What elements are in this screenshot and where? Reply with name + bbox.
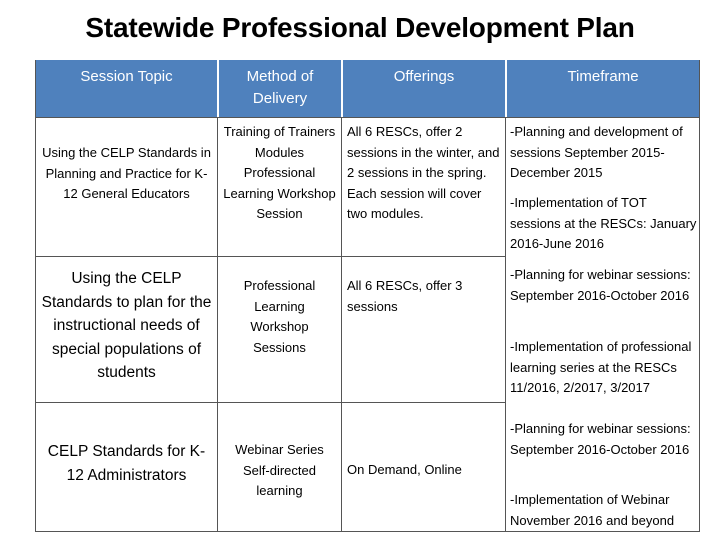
row-timeframe-text: -Implementation of TOT sessions at the RESCs: January 2016-June 2016 [510, 195, 697, 251]
row-timeframe-text: -Planning for webinar sessions: September 2016-October 2016 [510, 267, 691, 303]
header-timeframe-label: Timeframe [567, 68, 639, 85]
table-row-1-method [218, 122, 341, 225]
row-method-text: Professional Learning Workshop Sessions [243, 278, 316, 355]
row-offerings-text: All 6 RESCs, offer 2 sessions in the winter, and 2 sessions in the spring. Each session will cover two modules. [347, 124, 500, 221]
row-divider [35, 117, 700, 118]
row-timeframe-text: -Implementation of professional learning series at the RESCs 11/2016, 2/2017, 3/2017 [510, 339, 692, 395]
row-topic-text: CELP Standards for K-12 Administrators [47, 443, 206, 484]
table-row-2-method [218, 276, 341, 358]
table-row-3-timeframe-implementation [510, 490, 698, 531]
row-method-text: Training of Trainers Modules Professional Learning Workshop Session [223, 124, 336, 221]
row-offerings-text: On Demand, Online [347, 462, 462, 477]
table-row-2-timeframe-planning [510, 265, 698, 306]
table-row-1-offerings [347, 122, 505, 225]
table-row-3-offerings [347, 460, 505, 481]
row-method-text: Webinar Series Self-directed learning [235, 442, 324, 498]
row-timeframe-text: -Implementation of Webinar November 2016 and beyond [510, 492, 675, 528]
header-method-label: Method of Delivery [246, 68, 314, 107]
row-topic-text: Using the CELP Standards in Planning and Practice for K-12 General Educators [42, 145, 211, 201]
header-offerings [343, 60, 505, 117]
table-row-1-topic [36, 143, 217, 205]
table-row-2-timeframe-implementation [510, 337, 698, 399]
table-border-bottom [35, 531, 700, 532]
table-border-right [699, 60, 700, 531]
table-row-3-timeframe-planning [510, 419, 698, 460]
table-row-2-offerings [347, 276, 502, 317]
table-row-3-topic [36, 440, 217, 487]
row-topic-text: Using the CELP Standards to plan for the instructional needs of special populations of students [41, 270, 212, 381]
row-divider [35, 402, 506, 403]
header-session-topic [36, 60, 217, 117]
row-timeframe-text: -Planning for webinar sessions: September 2016-October 2016 [510, 421, 691, 457]
row-offerings-text: All 6 RESCs, offer 3 sessions [347, 278, 463, 314]
row-timeframe-text: -Planning and development of sessions September 2015-December 2015 [510, 124, 683, 180]
header-session-topic-label: Session Topic [80, 68, 173, 85]
header-timeframe [507, 60, 699, 117]
header-offerings-label: Offerings [393, 68, 455, 85]
row-divider [35, 256, 506, 257]
table-row-3-method [218, 440, 341, 502]
column-divider [341, 117, 342, 531]
page-title: Statewide Professional Development Plan [85, 12, 635, 43]
table-row-2-topic [36, 267, 217, 385]
header-method [219, 60, 341, 117]
table-row-1-timeframe-implementation [510, 193, 698, 255]
column-divider [505, 117, 506, 531]
table-row-1-timeframe-planning [510, 122, 698, 184]
